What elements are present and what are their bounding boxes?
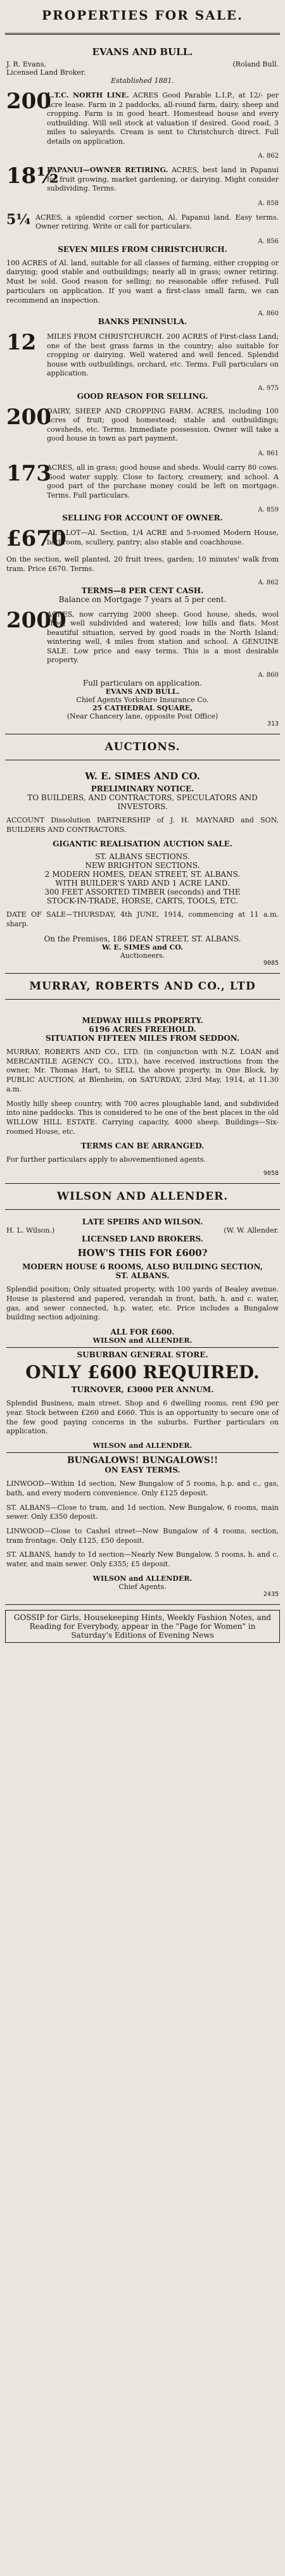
evans-address-note: (Near Chancery lane, opposite Post Office) — [66, 712, 218, 720]
wilson-bungalows: BUNGALOWS! BUNGALOWS!! — [66, 1455, 218, 1466]
simes-ad — [5, 763, 280, 974]
evans-listing-8 — [6, 526, 279, 552]
wilson-easy: ON EASY TERMS. — [104, 1466, 180, 1475]
wilson-modern-2: ST. ALBANS. — [115, 1271, 170, 1281]
listing-body: ACRES, best land in Papanui for fruit growing, market gardening, or dairying. Might consider subdividing. Terms. — [47, 166, 279, 193]
wilson-list-item: ST. ALBANS, handy to 1d section—Nearly New Bungalow, 5 rooms, h. and c. water, and main sewer. Only £355; £5 deposit. — [6, 1550, 279, 1569]
murray-code: 9058 — [263, 1170, 279, 1178]
auctions-header: AUCTIONS. — [104, 740, 180, 753]
listing-body: MILES FROM CHRISTCHURCH. 200 ACRES of First-class Land; one of the best grass farms in the country; also suitable for cropping or dairying. Well watered and well fenced. Splendid house with outbuildings, orchard, etc. Terms. Full particulars on application. — [47, 332, 279, 378]
listing-heading: BANKS PENINSULA. — [98, 317, 187, 327]
simes-premises: On the Premises, 186 DEAN STREET, ST. ALBANS. — [44, 934, 241, 943]
listing-body: ACRES, all in grass; good house and sheds. Would carry 80 cows. Good water supply. Close to factory, creamery, and school. A good part of the purchase money could be left on mortgage. Terms. Full particulars. — [47, 463, 279, 499]
divider — [6, 1347, 279, 1348]
listing-heading: TERMS—8 PER CENT CASH. — [81, 586, 204, 595]
murray-situation: SITUATION FIFTEEN MILES FROM SEDDON. — [45, 1033, 240, 1043]
listing-heading: SELLING FOR ACCOUNT OF OWNER. — [62, 513, 223, 523]
divider — [5, 33, 280, 35]
murray-ad — [5, 1002, 280, 1184]
wilson-list-item: LINWOOD—Within 1d section, New Bungalow of 5 rooms, h.p. and c., gas, bath, and every modern convenience. Only £125 deposit. — [6, 1480, 279, 1497]
wilson-sig-3-note: Chief Agents. — [118, 1582, 167, 1591]
simes-gigantic: GIGANTIC REALISATION AUCTION SALE. — [53, 839, 232, 849]
wilson-licensed: LICENSED LAND BROKERS. — [82, 1235, 203, 1244]
simes-items — [6, 852, 279, 905]
evans-names — [6, 60, 279, 77]
wilson-body-1: Splendid position; Only situated property, with 100 yards of Bealey avenue. House is plastered and papered, verandah in front, bath, h. and c. water, gas, and sewer connected, h.p. water, etc. Price includes a Bungalow building section adjoining. — [6, 1285, 279, 1322]
evans-code: 313 — [267, 720, 279, 727]
listing-code: A. 859 — [258, 506, 279, 514]
evans-header: EVANS AND BULL. — [92, 46, 193, 58]
simes-account: ACCOUNT Dissolution PARTNERSHIP of J. H. MAYNARD and SON, BUILDERS AND CONTRACTORS. — [6, 815, 279, 834]
listing-code: A. 858 — [258, 199, 279, 207]
divider — [5, 999, 280, 1000]
simes-item: WITH BUILDER'S YARD AND 1 ACRE LAND. — [55, 879, 230, 888]
evans-listing-9 — [6, 607, 279, 665]
simes-item: NEW BRIGHTON SECTIONS. — [85, 861, 200, 870]
wilson-header: WILSON AND ALLENDER. — [56, 1190, 229, 1203]
simes-notice: PRELIMINARY NOTICE. — [91, 784, 194, 793]
listing-number: 5¼ — [6, 211, 31, 228]
wilson-late: LATE SPEIRS AND WILSON. — [82, 1217, 203, 1227]
wilson-list-item: LINWOOD—Close to Cashel street—New Bungalow of 4 rooms, section, tram frontage. Only £125, £50 deposit. — [6, 1527, 279, 1545]
wilson-hows: HOW'S THIS FOR £600? — [77, 1247, 208, 1259]
simes-sale-date: DATE OF SALE—THURSDAY, 4th JUNE, 1914, commencing at 11 a.m. sharp. — [6, 910, 279, 929]
wilson-code: 2435 — [263, 1590, 279, 1598]
murray-further: For further particulars apply to abovementioned agents. — [6, 1155, 206, 1164]
evans-signature: EVANS AND BULL. — [105, 687, 180, 696]
listing-body: ACRES, a splendid corner section, Al. Papanui land. Easy terms. Owner retiring. Write or call for particulars. — [35, 213, 279, 231]
murray-property: MEDWAY HILLS PROPERTY. — [82, 1015, 203, 1025]
listing-heading: SEVEN MILES FROM CHRISTCHURCH. — [58, 244, 227, 254]
listing-text — [47, 166, 279, 194]
wilson-sig-3: WILSON and ALLENDER. — [92, 1574, 193, 1583]
evans-established: Established 1881. — [111, 77, 174, 85]
listing-code: A. 860 — [258, 671, 279, 679]
wilson-list-item: ST. ALBANS—Close to tram, and 1d section. New Bungalow, 6 rooms, main sewer. Only £350 deposit. — [6, 1503, 279, 1521]
listing-sub: THE LOT—Al. Section, 1/4 ACRE and 5-roomed Modern House, bathroom, scullery, pantry; also stable and coachhouse. — [47, 529, 279, 546]
wilson-all-for: ALL FOR £600. — [110, 1328, 175, 1337]
simes-signature: W. E. SIMES and CO. — [102, 943, 183, 952]
listing-code: A. 862 — [258, 579, 279, 586]
murray-desc: Mostly hilly sheep country, with 700 acres ploughable land, and subdivided into nine paddocks. This is considered to be one of the best places in the old WILLOW HILL ESTATE. Carrying capacity, 4000 sheep. Buildings—Six-roomed House, etc. — [6, 1099, 279, 1136]
listing-code: A. 975 — [258, 384, 279, 392]
listing-body: ACRES, now carrying 2000 sheep. Good house, sheds, wool shed; well subdivided and watered; low hills and flats. Most beautiful situation, served by good roads in the North Island; wintering well, 4 miles from station and school. A GENUINE SALE. Low price and easy terms. This is a most desirable property. — [47, 610, 279, 665]
wilson-suburban: SUBURBAN GENERAL STORE. — [77, 1350, 208, 1360]
murray-header: MURRAY, ROBERTS AND CO., LTD — [29, 979, 256, 993]
masthead: PROPERTIES FOR SALE. — [42, 8, 243, 23]
evans-listing-3 — [6, 213, 279, 232]
listing-body: DAIRY, SHEEP AND CROPPING FARM. ACRES, including 100 acres of fruit; good homestead; stable and outbuildings; cowsheds, etc. Terms. Immediate possession. Owner will take a good house in town as part payment. — [47, 406, 279, 443]
wilson-sig-2: WILSON and ALLENDER. — [92, 1442, 193, 1450]
listing-body: On the section, well planted, 20 fruit trees, garden; 10 minutes' walk from tram. Price £670. Terms. — [6, 555, 279, 574]
listing-body: ACRES Good Parable L.I.P., at 12/- per acre lease. Farm in 2 paddocks, all-round farm, dairy, sheep and cropping. Farm is in good heart. Homestead house and every outbuilding. Will sell stock at valuation if desired. Good road, 3 miles to saleyards. Cream is sent to Christchurch direct. Full details on application. — [47, 91, 279, 146]
evans-listing-2 — [6, 163, 279, 194]
murray-body: MURRAY, ROBERTS AND CO., LTD. (in conjunction with N.Z. LOAN and MERCANTILE AGENCY CO., LTD.), have received instructions from the owner, Mr. Thomas Hart, to SELL the above property, in One Block, by PUBLIC AUCTION, at Blenheim, on SATURDAY, 23rd May, 1914, at 11.30 a.m. — [6, 1047, 279, 1093]
wilson-ad — [5, 1212, 280, 1605]
listing-number: 200 — [6, 89, 51, 114]
listing-text — [47, 91, 279, 146]
gossip-notice: GOSSIP for Girls, Housekeeping Hints, Weekly Fashion Notes, and Reading for Everybody, appear in the "Page for Women" in Saturday's Editions of Evening News — [5, 1610, 280, 1643]
wilson-turnover: TURNOVER, £3000 PER ANNUM. — [71, 1385, 214, 1395]
wilson-body-2: Splendid Business, main street. Shop and 6 dwelling rooms, rent £90 per year. Stock between £260 and £660. This is an opportunity to secure one of the few good paying concerns in the suburbs. Further particulars on application. — [6, 1399, 279, 1436]
listing-number: 12 — [6, 330, 37, 356]
listing-code: A. 862 — [258, 153, 279, 160]
evans-sig-note: Chief Agents Yorkshire Insurance Co. — [76, 695, 209, 704]
wilson-left: H. L. Wilson.) — [6, 1226, 55, 1235]
divider — [5, 1209, 280, 1210]
simes-to: TO BUILDERS, AND CONTRACTORS, SPECULATORS AND INVESTORS. — [27, 793, 258, 811]
simes-item: STOCK-IN-TRADE, HORSE, CARTS, TOOLS, ETC. — [46, 896, 239, 906]
listing-lead: Balance on Mortgage 7 years at 5 per cent. — [58, 594, 227, 604]
listing-number: 200 — [6, 404, 51, 430]
listing-code: A. 861 — [258, 449, 279, 457]
wilson-only: ONLY £600 REQUIRED. — [25, 1362, 260, 1383]
listing-heading: PAPANUI—OWNER RETIRING. — [47, 166, 168, 175]
listing-number: 173 — [6, 460, 51, 486]
wilson-names — [6, 1226, 279, 1235]
evans-listing-1 — [6, 91, 279, 146]
evans-left-name: J. R. Evans, — [6, 60, 46, 68]
wilson-modern: MODERN HOUSE 6 ROOMS, ALSO BUILDING SECTION, — [22, 1262, 263, 1272]
listing-number: 18½ — [6, 163, 59, 189]
murray-acres: 6196 ACRES FREEHOLD. — [89, 1024, 196, 1034]
simes-item: ST. ALBANS SECTIONS. — [95, 852, 190, 862]
simes-item: 300 FEET ASSORTED TIMBER (seconds) and THE — [44, 888, 241, 897]
evans-left — [6, 60, 86, 77]
evans-listing-5 — [6, 332, 279, 379]
evans-listing-6 — [6, 404, 279, 444]
closing-line: Full particulars on application. — [82, 678, 203, 688]
listing-body: 100 ACRES of Al. land, suitable for all classes of farming, either cropping or dairying; good stable and outbuildings; nearly all in grass; owner retiring. Must be sold. Good reason for selling; no reasonable offer refused. Full particulars on application. If you want a first-class small farm, we can recommend an inspection. — [6, 258, 279, 305]
listing-code: A. 856 — [258, 237, 279, 245]
simes-item: 2 MODERN HOMES, DEAN STREET, ST. ALBANS. — [44, 870, 241, 879]
divider — [6, 1452, 279, 1453]
listing-heading: GOOD REASON FOR SELLING. — [77, 391, 208, 401]
evans-address: 25 CATHEDRAL SQUARE, — [92, 703, 193, 712]
evans-left-role: Licensed Land Broker. — [6, 68, 86, 77]
simes-firm: W. E. SIMES AND CO. — [85, 770, 200, 782]
wilson-sig-1: WILSON and ALLENDER. — [92, 1336, 193, 1345]
listing-price: £670 — [6, 526, 66, 552]
listing-code: A. 860 — [258, 310, 279, 318]
listing-heading: L.T.C. NORTH LINE. — [47, 91, 129, 99]
simes-role: Auctioneers. — [120, 951, 165, 960]
murray-terms: TERMS CAN BE ARRANGED. — [80, 1141, 205, 1151]
evans-bull-ad — [5, 39, 280, 734]
simes-code: 9085 — [263, 959, 279, 967]
listing-number: 2000 — [6, 607, 66, 633]
evans-listing-7 — [6, 460, 279, 500]
evans-right-name: (Roland Bull. — [232, 60, 279, 68]
wilson-right: (W. W. Allender. — [224, 1226, 279, 1235]
